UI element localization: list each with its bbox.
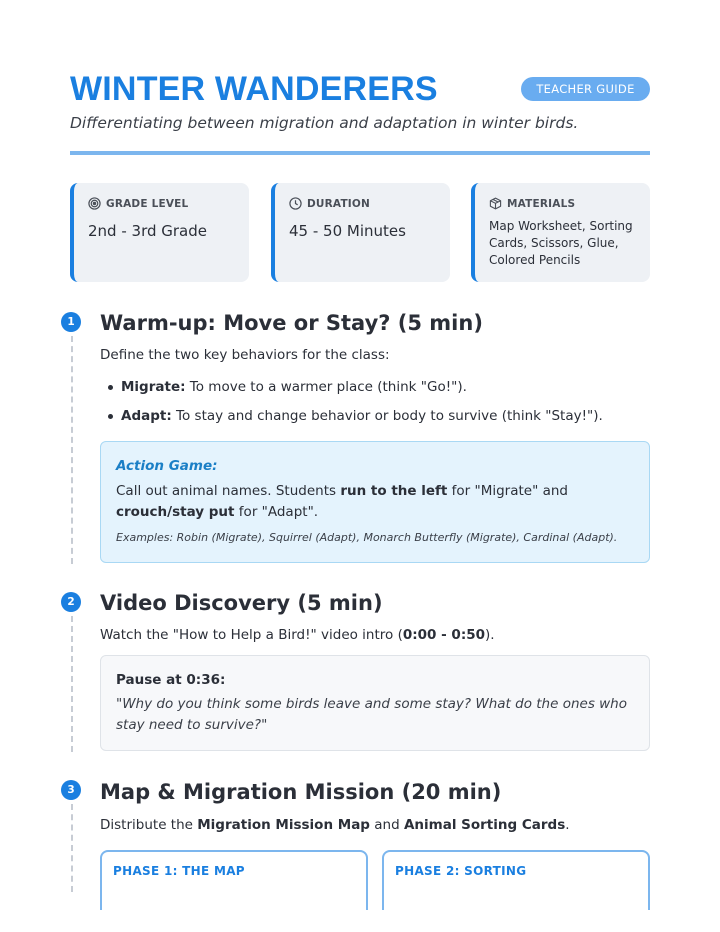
section-3-intro: Distribute the Migration Mission Map and Animal Sorting Cards.: [100, 817, 570, 833]
page-title: WINTER WANDERERS: [70, 70, 438, 108]
header-divider: [70, 151, 650, 155]
phase-1-title: PHASE 1: THE MAP: [113, 864, 245, 878]
pause-title: Pause at 0:36:: [116, 672, 226, 688]
step-number-3: 3: [61, 780, 81, 800]
duration-card: [271, 183, 450, 282]
grade-level-label: GRADE LEVEL: [88, 197, 249, 210]
section-2-title: Video Discovery (5 min): [100, 591, 383, 615]
materials-label: MATERIALS: [489, 197, 650, 210]
target-icon: [88, 197, 101, 210]
phase-1-card: [100, 850, 368, 910]
box-icon: [489, 197, 502, 210]
clock-icon: [289, 197, 302, 210]
duration-label: DURATION: [289, 197, 450, 210]
pause-prompt-box: [100, 655, 650, 751]
step-number-1: 1: [61, 312, 81, 332]
phase-2-card: [382, 850, 650, 910]
list-item: Adapt: To stay and change behavior or body to survive (think "Stay!").: [100, 407, 603, 436]
timeline-segment-3: [71, 804, 73, 892]
action-game-examples: Examples: Robin (Migrate), Squirrel (Adapt), Monarch Butterfly (Migrate), Cardinal (Adapt).: [116, 531, 618, 544]
page-subtitle: Differentiating between migration and adaptation in winter birds.: [70, 114, 579, 132]
timeline-segment-2: [71, 616, 73, 752]
grade-level-card: [70, 183, 249, 282]
section-1-title: Warm-up: Move or Stay? (5 min): [100, 311, 483, 335]
timeline-segment-1: [71, 336, 73, 564]
materials-value: Map Worksheet, Sorting Cards, Scissors, Glue, Colored Pencils: [489, 219, 633, 267]
action-game-box: [100, 441, 650, 563]
section-2-intro: Watch the "How to Help a Bird!" video intro (0:00 - 0:50).: [100, 627, 495, 643]
pause-question: "Why do you think some birds leave and some stay? What do the ones who stay need to survive?": [116, 696, 628, 733]
behavior-list: [100, 378, 603, 436]
section-1-intro: Define the two key behaviors for the class:: [100, 347, 390, 363]
duration-value: 45 - 50 Minutes: [289, 222, 406, 240]
materials-card: [471, 183, 650, 282]
action-game-title: Action Game:: [116, 458, 218, 474]
phase-2-title: PHASE 2: SORTING: [395, 864, 527, 878]
section-3-title: Map & Migration Mission (20 min): [100, 780, 502, 804]
action-game-text: Call out animal names. Students run to the left for "Migrate" and crouch/stay put for "Adapt".: [116, 483, 569, 520]
teacher-guide-badge: TEACHER GUIDE: [521, 77, 650, 101]
step-number-2: 2: [61, 592, 81, 612]
list-item: Migrate: To move to a warmer place (think "Go!").: [100, 378, 603, 407]
grade-level-value: 2nd - 3rd Grade: [88, 222, 207, 240]
